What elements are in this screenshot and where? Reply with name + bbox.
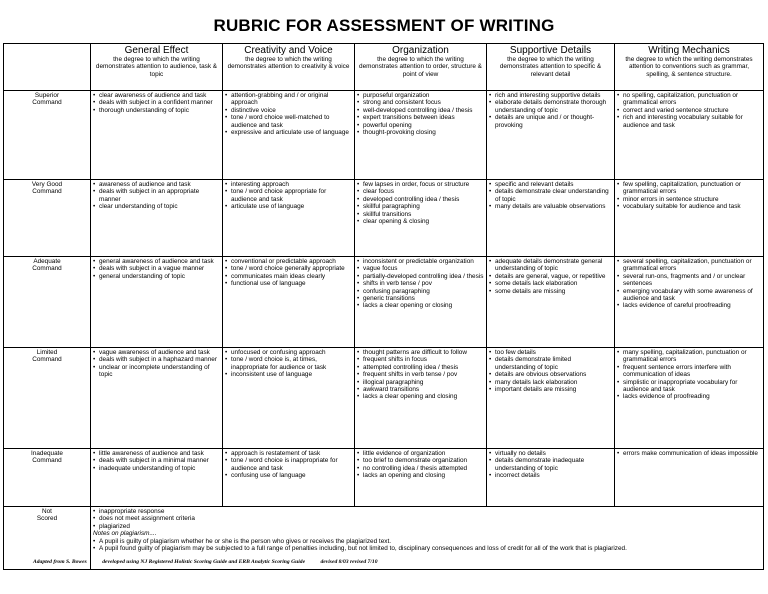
list-item: • little awareness of audience and task (93, 450, 220, 457)
list-item: • well-developed controlling idea / thesis (357, 107, 484, 114)
list-item: • strong and consistent focus (357, 99, 484, 106)
column-description: the degree to which the writing demonstrates attention to specific & relevant detail (499, 56, 602, 78)
list-item: • no controlling idea / thesis attempted (357, 465, 484, 472)
row-label-line: Command (32, 457, 62, 465)
list-item: • tone / word choice appropriate for audience and task (225, 188, 352, 203)
list-item: • thorough understanding of topic (93, 107, 220, 114)
list-item: • powerful opening (357, 122, 484, 129)
list-item: • lacks a clear opening and closing (357, 393, 484, 400)
list-item: • minor errors in sentence structure (617, 196, 761, 203)
list-item: • unfocused or confusing approach (225, 349, 352, 356)
rubric-cell (91, 180, 223, 257)
list-item: • deals with subject in a haphazard manner (93, 356, 220, 363)
rubric-cell (355, 257, 487, 348)
list-item: • attention-grabbing and / or original approach (225, 92, 352, 107)
table-row (4, 91, 764, 180)
list-item: • errors make communication of ideas impossible (617, 450, 761, 457)
list-item: • deals with subject in a minimal manner (93, 457, 220, 464)
footer-revised: devised 8/03 revised 7/10 (320, 559, 378, 565)
list-item: • skillful transitions (357, 211, 484, 218)
list-item: • some details lack elaboration (489, 280, 612, 287)
list-item: • correct and varied sentence structure (617, 107, 761, 114)
row-label-line: Superior (34, 92, 60, 99)
list-item: • several run-ons, fragments and / or unclear sentences (617, 273, 761, 288)
rubric-cell (487, 180, 615, 257)
rubric-cell (223, 180, 355, 257)
rubric-cell (487, 348, 615, 449)
list-item: • confusing use of language (225, 472, 352, 479)
column-description: the degree to which the writing demonstrates attention to creativity & voice (227, 56, 350, 71)
list-item: • lacks an opening and closing (357, 472, 484, 479)
table-row (4, 180, 764, 257)
list-item: • some details are missing (489, 288, 612, 295)
list-item: • shifts in verb tense / pov (357, 280, 484, 287)
column-description: the degree to which the writing demonstrates attention to conventions such as grammar, spelling, & sentence structure. (625, 56, 753, 78)
column-description: the degree to which the writing demonstrates attention to audience, task & topic (95, 56, 218, 78)
list-item: • details demonstrate clear understanding of topic (489, 188, 612, 203)
list-item: • many spelling, capitalization, punctuation or grammatical errors (617, 349, 761, 364)
list-item: • few lapses in order, focus or structure (357, 181, 484, 188)
list-item: • rich and interesting vocabulary suitable for audience and task (617, 114, 761, 129)
list-item: • general understanding of topic (93, 273, 220, 280)
list-item: • simplistic or inappropriate vocabulary for audience and task (617, 379, 761, 394)
list-item: • no spelling, capitalization, punctuation or grammatical errors (617, 92, 761, 107)
list-item: • does not meet assignment criteria (93, 515, 761, 522)
column-name: Writing Mechanics (648, 45, 730, 56)
list-item: • many details are valuable observations (489, 203, 612, 210)
list-item: • elaborate details demonstrate thorough understanding of topic (489, 99, 612, 114)
list-item: • inconsistent or predictable organization (357, 258, 484, 265)
list-item: • details demonstrate limited understanding of topic (489, 356, 612, 371)
rubric-cell (615, 348, 764, 449)
row-label-line: Limited (36, 349, 58, 356)
list-item: • frequent shifts in verb tense / pov (357, 371, 484, 378)
list-item: • A pupil found guilty of plagiarism may be subjected to a full range of penalties including, but not limited to, disciplinary consequences and loss of credit for all of the work that is plagiarized. (93, 545, 761, 552)
list-item: • deals with subject in an appropriate manner (93, 188, 220, 203)
rubric-cell (355, 91, 487, 180)
list-item: • inconsistent use of language (225, 371, 352, 378)
list-item: • purposeful organization (357, 92, 484, 99)
list-item: • vague awareness of audience and task (93, 349, 220, 356)
list-item: • inappropriate response (93, 508, 761, 515)
list-item: • details are obvious observations (489, 371, 612, 378)
column-header (615, 44, 764, 91)
list-item: • partially-developed controlling idea / thesis (357, 273, 484, 280)
column-header (487, 44, 615, 91)
list-item: • inadequate understanding of topic (93, 465, 220, 472)
row-label (4, 180, 91, 257)
row-label-line: Scored (36, 515, 58, 523)
list-item: • frequent shifts in focus (357, 356, 484, 363)
list-item: • developed controlling idea / thesis (357, 196, 484, 203)
rubric-cell (615, 449, 764, 507)
rubric-cell (355, 180, 487, 257)
rubric-cell (615, 91, 764, 180)
list-item: • generic transitions (357, 295, 484, 302)
list-item: • details are unique and / or thought-provoking (489, 114, 612, 129)
rubric-body (4, 91, 764, 570)
column-name: Supportive Details (509, 45, 592, 56)
list-item: • tone / word choice generally appropriate (225, 265, 352, 272)
row-label-line: Command (32, 356, 62, 364)
list-item: • clear awareness of audience and task (93, 92, 220, 99)
list-item: • several spelling, capitalization, punctuation or grammatical errors (617, 258, 761, 273)
list-item: • functional use of language (225, 280, 352, 287)
list-item: • few spelling, capitalization, punctuation or grammatical errors (617, 181, 761, 196)
row-label-line: Adequate (33, 258, 61, 265)
list-item: • vocabulary suitable for audience and task (617, 203, 761, 210)
list-item: • tone / word choice is inappropriate for audience and task (225, 457, 352, 472)
list-item: • adequate details demonstrate general understanding of topic (489, 258, 612, 273)
list-item: • conventional or predictable approach (225, 258, 352, 265)
list-item: • distinctive voice (225, 107, 352, 114)
column-name: General Effect (124, 45, 189, 56)
list-item: • deals with subject in a confident manner (93, 99, 220, 106)
list-item: • expressive and articulate use of language (225, 129, 352, 136)
header-row (4, 44, 764, 91)
list-item: • lacks evidence of proofreading (617, 393, 761, 400)
list-item: • lacks evidence of careful proofreading (617, 302, 761, 309)
rubric-cell (355, 449, 487, 507)
footer-adapted: Adapted from S. Bowes (33, 559, 87, 565)
table-row (4, 257, 764, 348)
row-label (4, 449, 91, 507)
rubric-cell (91, 348, 223, 449)
rubric-cell (355, 348, 487, 449)
rubric-cell (615, 257, 764, 348)
list-item: • virtually no details (489, 450, 612, 457)
rubric-cell (487, 91, 615, 180)
list-item: • deals with subject in a vague manner (93, 265, 220, 272)
list-item: • too few details (489, 349, 612, 356)
list-item: • thought-provoking closing (357, 129, 484, 136)
list-item: • details are general, vague, or repetitive (489, 273, 612, 280)
list-item: • incorrect details (489, 472, 612, 479)
rubric-cell (91, 449, 223, 507)
list-item: • lacks a clear opening or closing (357, 302, 484, 309)
list-item: • expert transitions between ideas (357, 114, 484, 121)
list-item: • many details lack elaboration (489, 379, 612, 386)
column-name: Organization (392, 45, 449, 56)
column-description: the degree to which the writing demonstrates attention to order, structure & point of view (359, 56, 482, 78)
list-item: • specific and relevant details (489, 181, 612, 188)
row-label (4, 348, 91, 449)
list-item: • A pupil is guilty of plagiarism whether he or she is the person who gives or receives the plagiarized text. (93, 538, 761, 545)
row-label-line: Command (32, 99, 62, 107)
rubric-cell (223, 91, 355, 180)
list-item: • awkward transitions (357, 386, 484, 393)
list-item: • frequent sentence errors interfere with communication of ideas (617, 364, 761, 379)
row-label-line: Not (42, 508, 52, 515)
list-item: • clear opening & closing (357, 218, 484, 225)
list-item: • clear understanding of topic (93, 203, 220, 210)
column-header (355, 44, 487, 91)
list-item: • approach is restatement of task (225, 450, 352, 457)
column-header (91, 44, 223, 91)
page-title: RUBRIC FOR ASSESSMENT OF WRITING (213, 16, 555, 35)
list-item: • attempted controlling idea / thesis (357, 364, 484, 371)
list-item: • little evidence of organization (357, 450, 484, 457)
list-item: • plagiarized (93, 523, 761, 530)
plagiarism-notes-heading: Notes on plagiarism.... (93, 530, 157, 538)
row-label (4, 91, 91, 180)
list-item: • details demonstrate inadequate understanding of topic (489, 457, 612, 472)
row-label (4, 257, 91, 348)
rubric-cell (487, 257, 615, 348)
list-item: • interesting approach (225, 181, 352, 188)
list-item: • vague focus (357, 265, 484, 272)
row-label-line: Command (32, 265, 62, 273)
rubric-cell (487, 449, 615, 507)
list-item: • articulate use of language (225, 203, 352, 210)
list-item: • too brief to demonstrate organization (357, 457, 484, 464)
column-header (223, 44, 355, 91)
list-item: • rich and interesting supportive details (489, 92, 612, 99)
column-name: Creativity and Voice (244, 45, 333, 56)
list-item: • tone / word choice well-matched to audience and task (225, 114, 352, 129)
rubric-table (3, 43, 764, 570)
rubric-cell (223, 449, 355, 507)
list-item: • awareness of audience and task (93, 181, 220, 188)
rubric-cell (223, 257, 355, 348)
rubric-cell (223, 348, 355, 449)
list-item: • unclear or incomplete understanding of topic (93, 364, 220, 379)
footer-developed: developed using NJ Registered Holistic Scoring Guide and ERB Analytic Scoring Guide (102, 559, 306, 565)
list-item: • thought patterns are difficult to follow (357, 349, 484, 356)
row-label-line: Very Good (31, 181, 63, 188)
table-row (4, 449, 764, 507)
rubric-cell (91, 257, 223, 348)
list-item: • communicates main ideas clearly (225, 273, 352, 280)
corner-cell (4, 44, 91, 91)
row-label-line: Command (32, 188, 62, 196)
list-item: • confusing paragraphing (357, 288, 484, 295)
list-item: • important details are missing (489, 386, 612, 393)
list-item: • clear focus (357, 188, 484, 195)
table-row (4, 348, 764, 449)
list-item: • general awareness of audience and task (93, 258, 220, 265)
row-label-line: Inadequate (31, 450, 63, 457)
rubric-cell (91, 91, 223, 180)
list-item: • emerging vocabulary with some awareness of audience and task (617, 288, 761, 303)
list-item: • skillful paragraphing (357, 203, 484, 210)
rubric-cell (615, 180, 764, 257)
list-item: • tone / word choice is, at times, inappropriate for audience or task (225, 356, 352, 371)
list-item: • illogical paragraphing (357, 379, 484, 386)
footer (33, 559, 392, 565)
